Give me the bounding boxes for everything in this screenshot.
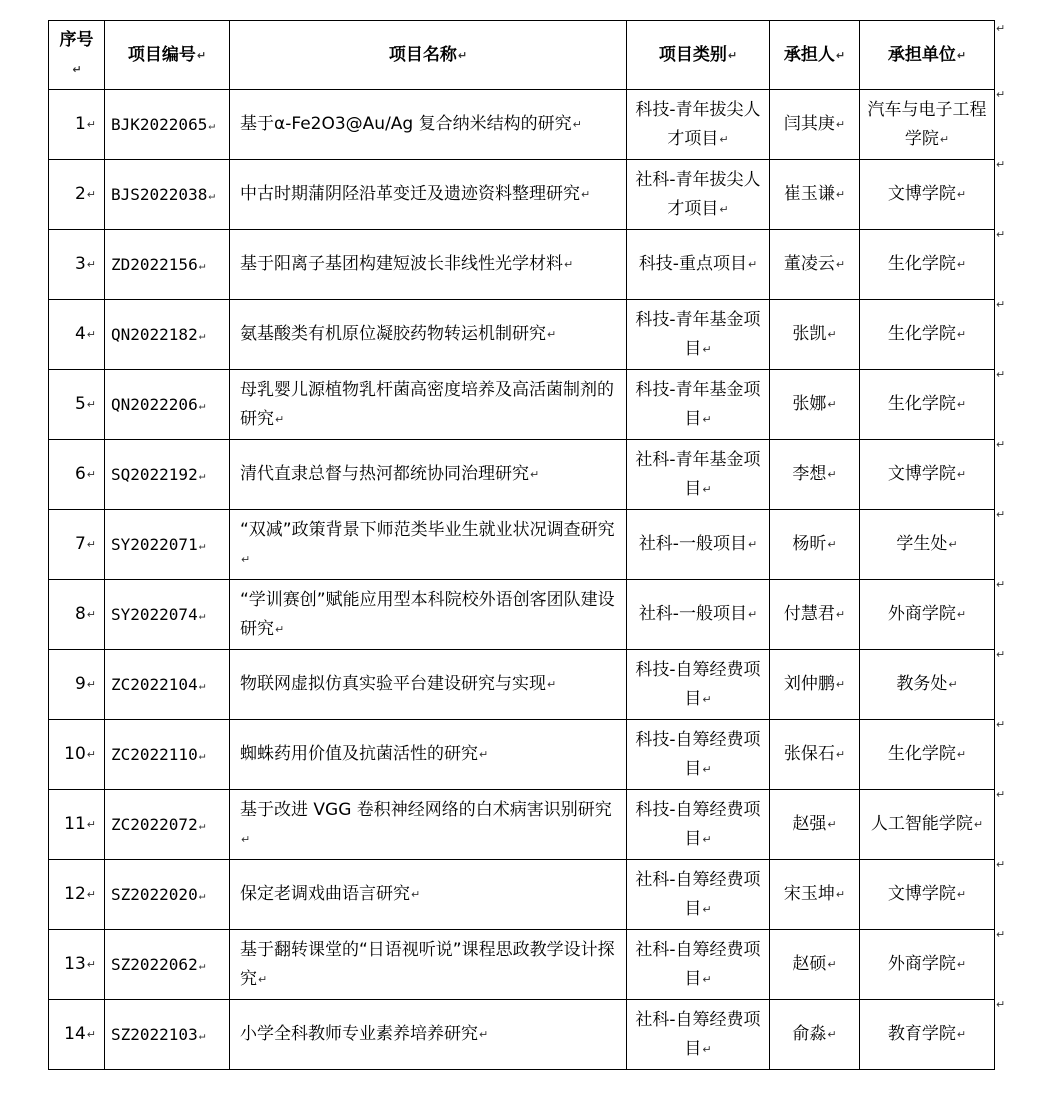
table-row: [49, 300, 995, 370]
row-end-mark: ↵: [996, 158, 1006, 171]
cell-person: 杨昕↵: [770, 510, 860, 580]
cell-seq: 5↵: [49, 370, 105, 440]
cell-unit: 汽车与电子工程学院↵: [860, 90, 995, 160]
header-code: 项目编号↵: [105, 21, 230, 90]
cell-type: 科技-自筹经费项目↵: [627, 650, 770, 720]
cell-unit: 生化学院↵: [860, 300, 995, 370]
cell-type: 科技-青年基金项目↵: [627, 300, 770, 370]
header-unit: 承担单位↵: [860, 21, 995, 90]
cell-unit: 文博学院↵: [860, 160, 995, 230]
cell-type: 社科-一般项目↵: [627, 510, 770, 580]
header-person: 承担人↵: [770, 21, 860, 90]
cell-seq: 11↵: [49, 790, 105, 860]
row-end-mark: ↵: [996, 438, 1006, 451]
row-end-mark: ↵: [996, 228, 1006, 241]
cell-seq: 9↵: [49, 650, 105, 720]
table-row: [49, 790, 995, 860]
cell-unit: 文博学院↵: [860, 860, 995, 930]
header-name: 项目名称↵: [230, 21, 627, 90]
row-end-mark: ↵: [996, 928, 1006, 941]
cell-code: SY2022071↵: [105, 510, 230, 580]
cell-unit: 学生处↵: [860, 510, 995, 580]
cell-name: 氨基酸类有机原位凝胶药物转运机制研究↵: [230, 300, 627, 370]
cell-unit: 生化学院↵: [860, 720, 995, 790]
cell-name: 小学全科教师专业素养培养研究↵: [230, 1000, 627, 1070]
table-row: [49, 510, 995, 580]
cell-seq: 4↵: [49, 300, 105, 370]
cell-unit: 教务处↵: [860, 650, 995, 720]
cell-person: 赵强↵: [770, 790, 860, 860]
cell-name: 清代直隶总督与热河都统协同治理研究↵: [230, 440, 627, 510]
header-seq: 序号↵: [49, 21, 105, 90]
cell-type: 社科-自筹经费项目↵: [627, 1000, 770, 1070]
cell-name: 基于翻转课堂的“日语视听说”课程思政教学设计探究↵: [230, 930, 627, 1000]
cell-seq: 8↵: [49, 580, 105, 650]
cell-unit: 文博学院↵: [860, 440, 995, 510]
cell-seq: 13↵: [49, 930, 105, 1000]
cell-unit: 生化学院↵: [860, 370, 995, 440]
cell-code: SZ2022062↵: [105, 930, 230, 1000]
row-end-mark: ↵: [996, 578, 1006, 591]
row-end-mark: ↵: [996, 718, 1006, 731]
row-end-mark: ↵: [996, 298, 1006, 311]
cell-name: 保定老调戏曲语言研究↵: [230, 860, 627, 930]
cell-person: 李想↵: [770, 440, 860, 510]
cell-code: QN2022182↵: [105, 300, 230, 370]
cell-name: 基于阳离子基团构建短波长非线性光学材料↵: [230, 230, 627, 300]
row-end-mark: ↵: [996, 22, 1006, 35]
table-row: [49, 370, 995, 440]
table-row: [49, 230, 995, 300]
table-row: [49, 90, 995, 160]
row-end-mark: ↵: [996, 508, 1006, 521]
cell-type: 科技-青年拔尖人才项目↵: [627, 90, 770, 160]
project-list-table: [48, 20, 995, 1070]
cell-code: SQ2022192↵: [105, 440, 230, 510]
cell-type: 社科-青年基金项目↵: [627, 440, 770, 510]
cell-type: 科技-重点项目↵: [627, 230, 770, 300]
cell-name: 母乳婴儿源植物乳杆菌高密度培养及高活菌制剂的研究↵: [230, 370, 627, 440]
cell-person: 赵硕↵: [770, 930, 860, 1000]
cell-seq: 3↵: [49, 230, 105, 300]
row-end-mark: ↵: [996, 88, 1006, 101]
cell-person: 刘仲鹏↵: [770, 650, 860, 720]
cell-code: SY2022074↵: [105, 580, 230, 650]
cell-person: 宋玉坤↵: [770, 860, 860, 930]
cell-name: 基于α-Fe2O3@Au/Ag 复合纳米结构的研究↵: [230, 90, 627, 160]
cell-type: 科技-青年基金项目↵: [627, 370, 770, 440]
cell-unit: 生化学院↵: [860, 230, 995, 300]
table-row: [49, 440, 995, 510]
cell-code: ZC2022104↵: [105, 650, 230, 720]
cell-seq: 2↵: [49, 160, 105, 230]
header-type: 项目类别↵: [627, 21, 770, 90]
header-row: [49, 21, 995, 90]
cell-unit: 外商学院↵: [860, 580, 995, 650]
cell-unit: 外商学院↵: [860, 930, 995, 1000]
cell-code: BJS2022038↵: [105, 160, 230, 230]
cell-seq: 10↵: [49, 720, 105, 790]
cell-unit: 人工智能学院↵: [860, 790, 995, 860]
cell-seq: 6↵: [49, 440, 105, 510]
cell-name: 中古时期蒲阴陉沿革变迁及遗迹资料整理研究↵: [230, 160, 627, 230]
table-row: [49, 580, 995, 650]
cell-code: BJK2022065↵: [105, 90, 230, 160]
cell-code: ZC2022072↵: [105, 790, 230, 860]
row-end-mark: ↵: [996, 788, 1006, 801]
cell-person: 张凯↵: [770, 300, 860, 370]
cell-code: ZC2022110↵: [105, 720, 230, 790]
cell-code: ZD2022156↵: [105, 230, 230, 300]
cell-person: 董凌云↵: [770, 230, 860, 300]
table-row: [49, 160, 995, 230]
table-row: [49, 1000, 995, 1070]
row-end-mark: ↵: [996, 648, 1006, 661]
cell-person: 付慧君↵: [770, 580, 860, 650]
cell-type: 社科-自筹经费项目↵: [627, 860, 770, 930]
row-end-mark: ↵: [996, 998, 1006, 1011]
row-end-mark: ↵: [996, 368, 1006, 381]
cell-name: 物联网虚拟仿真实验平台建设研究与实现↵: [230, 650, 627, 720]
table-row: [49, 720, 995, 790]
cell-name: “双减”政策背景下师范类毕业生就业状况调查研究↵: [230, 510, 627, 580]
table-row: [49, 930, 995, 1000]
cell-type: 科技-自筹经费项目↵: [627, 720, 770, 790]
cell-code: QN2022206↵: [105, 370, 230, 440]
cell-type: 社科-一般项目↵: [627, 580, 770, 650]
cell-person: 闫其庚↵: [770, 90, 860, 160]
cell-person: 俞淼↵: [770, 1000, 860, 1070]
cell-seq: 14↵: [49, 1000, 105, 1070]
cell-name: 基于改进 VGG 卷积神经网络的白术病害识别研究↵: [230, 790, 627, 860]
cell-name: “学训赛创”赋能应用型本科院校外语创客团队建设研究↵: [230, 580, 627, 650]
project-list-table-wrapper: [48, 20, 995, 1070]
cell-code: SZ2022103↵: [105, 1000, 230, 1070]
cell-seq: 7↵: [49, 510, 105, 580]
cell-seq: 1↵: [49, 90, 105, 160]
cell-code: SZ2022020↵: [105, 860, 230, 930]
cell-person: 张保石↵: [770, 720, 860, 790]
cell-type: 科技-自筹经费项目↵: [627, 790, 770, 860]
cell-type: 社科-青年拔尖人才项目↵: [627, 160, 770, 230]
cell-unit: 教育学院↵: [860, 1000, 995, 1070]
cell-person: 崔玉谦↵: [770, 160, 860, 230]
row-end-mark: ↵: [996, 858, 1006, 871]
table-row: [49, 860, 995, 930]
cell-person: 张娜↵: [770, 370, 860, 440]
cell-seq: 12↵: [49, 860, 105, 930]
table-row: [49, 650, 995, 720]
cell-name: 蜘蛛药用价值及抗菌活性的研究↵: [230, 720, 627, 790]
cell-type: 社科-自筹经费项目↵: [627, 930, 770, 1000]
